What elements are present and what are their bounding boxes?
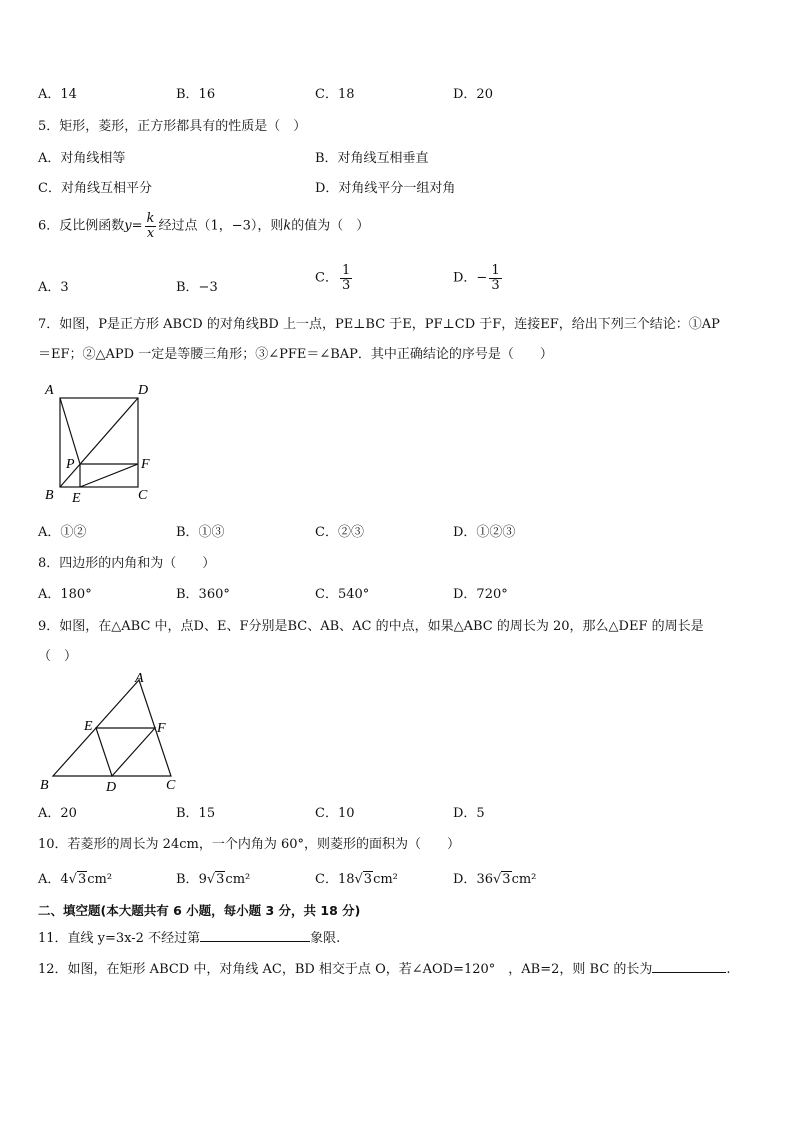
section-2-title: 二、填空题(本大题共有 6 小题，每小题 3 分，共 18 分)	[38, 903, 361, 918]
q9-option-a: A．20	[38, 806, 77, 821]
q10-stem: 10．若菱形的周长为 24cm，一个内角为 60°，则菱形的面积为（ ）	[38, 837, 460, 852]
q6-stem	[38, 212, 369, 240]
q6-prefix: 6．反比例函数	[38, 218, 125, 234]
label-d: D	[138, 383, 149, 398]
q7-square-figure	[40, 378, 160, 506]
q6-option-d-fraction	[489, 264, 501, 292]
q9-stem-line2: （ ）	[38, 649, 78, 664]
q10-option-b-coef: 9	[198, 872, 207, 887]
q10-option-d-label: D．	[453, 872, 477, 887]
label-b: B	[45, 488, 54, 503]
label-f: F	[141, 457, 150, 472]
label-a: A	[45, 383, 54, 398]
q10-option-a-radicand: 3	[77, 872, 87, 887]
q10-option-c-unit: cm²	[373, 872, 398, 887]
q7-stem-line1: 7．如图，P是正方形 ABCD 的对角线BD 上一点，PE⊥BC 于E，PF⊥CD 于F，连接EF，给出下列三个结论：①AP	[38, 317, 720, 332]
q10-option-a-label: A．	[38, 872, 61, 887]
q10-option-c-radicand: 3	[363, 872, 373, 887]
q6-option-c	[315, 264, 354, 292]
label-c: C	[138, 488, 148, 503]
q6-mid: 经过点（1，−3），则	[158, 218, 284, 234]
q6-suffix: 的值为（ ）	[291, 218, 370, 234]
q6-option-c-denominator: 3	[341, 277, 351, 293]
q11-before: 11．直线 y=3x-2 不经过第	[38, 931, 201, 946]
q8-option-a: A．180°	[38, 587, 92, 602]
label-e: E	[84, 719, 93, 734]
diagonal-bd	[60, 398, 138, 487]
q8-stem: 8．四边形的内角和为（ ）	[38, 556, 216, 571]
q6-k-var: k	[283, 218, 292, 234]
q7-stem-line2: ＝EF；②△APD 一定是等腰三角形；③∠PFE＝∠BAP．其中正确结论的序号是（ ）	[38, 347, 553, 362]
q10-option-c	[315, 868, 398, 887]
q6-option-c-numerator: 1	[341, 263, 351, 278]
q6-option-b: B．−3	[176, 280, 218, 295]
label-p: P	[66, 457, 75, 472]
q5-stem: 5．矩形，菱形，正方形都具有的性质是（ ）	[38, 119, 307, 134]
q4-option-a: A．14	[38, 87, 77, 102]
segment-ap	[60, 398, 80, 464]
sqrt-icon: √3	[492, 872, 511, 887]
q7-option-b: B．①③	[176, 525, 225, 540]
q6-option-d	[453, 264, 504, 292]
q6-y-var: y	[124, 218, 132, 234]
q5-option-d: D．对角线平分一组对角	[315, 181, 456, 196]
q6-equals: =	[131, 218, 143, 234]
q10-option-a-coef: 4	[60, 872, 69, 887]
q6-option-c-label: C．	[315, 270, 338, 286]
segment-ef	[80, 464, 138, 487]
q4-option-b: B．16	[176, 87, 216, 102]
q7-option-c: C．②③	[315, 525, 364, 540]
sqrt-icon: √3	[354, 872, 373, 887]
q11-answer-blank[interactable]	[200, 940, 310, 942]
q9-option-d: D．5	[453, 806, 485, 821]
q10-option-d	[453, 868, 536, 887]
q7-option-a: A．①②	[38, 525, 87, 540]
q4-option-d: D．20	[453, 87, 493, 102]
label-c: C	[166, 778, 176, 793]
q6-option-d-denominator: 3	[491, 277, 500, 293]
q9-option-b: B．15	[176, 806, 216, 821]
q11-stem	[38, 927, 340, 946]
q6-fraction	[145, 212, 157, 240]
q10-option-a-unit: cm²	[87, 872, 113, 887]
q6-fraction-numerator: k	[146, 211, 155, 226]
q10-option-c-label: C．	[315, 872, 338, 887]
q6-option-a: A．3	[38, 280, 69, 295]
q12-stem	[38, 958, 731, 977]
q7-option-d: D．①②③	[453, 525, 516, 540]
q12-before: 12．如图，在矩形 ABCD 中，对角线 AC，BD 相交于点 O，若∠AOD=120° ，AB=2，则 BC 的长为	[38, 962, 653, 977]
label-f: F	[157, 721, 166, 736]
q5-option-a: A．对角线相等	[38, 151, 126, 166]
q6-option-c-fraction	[340, 264, 352, 292]
label-e: E	[72, 491, 81, 506]
q10-option-b-radicand: 3	[216, 872, 225, 887]
q10-option-b	[176, 868, 250, 887]
q12-answer-blank[interactable]	[652, 971, 726, 973]
q8-option-b: B．360°	[176, 587, 230, 602]
q8-option-c: C．540°	[315, 587, 370, 602]
label-d: D	[106, 780, 117, 795]
q10-option-d-unit: cm²	[511, 872, 537, 887]
label-b: B	[40, 778, 49, 793]
q11-after: 象限.	[310, 931, 341, 946]
q6-fraction-denominator: x	[146, 225, 155, 241]
sqrt-icon: √3	[68, 872, 87, 887]
q10-option-d-radicand: 3	[502, 872, 511, 887]
q4-option-c: C．18	[315, 87, 355, 102]
q5-option-b: B．对角线互相垂直	[315, 151, 429, 166]
q10-option-a	[38, 868, 112, 887]
q9-figure-lines	[53, 680, 171, 776]
q10-option-d-coef: 36	[476, 872, 493, 887]
label-a: A	[135, 671, 144, 686]
q6-option-d-numerator: 1	[491, 263, 500, 278]
triangle-def	[96, 728, 155, 776]
q7-figure-lines	[60, 398, 138, 487]
q10-option-b-unit: cm²	[225, 872, 251, 887]
q6-option-d-label: D．−	[453, 270, 488, 286]
q8-option-d: D．720°	[453, 587, 508, 602]
q9-triangle-figure	[35, 670, 185, 795]
q10-option-b-label: B．	[176, 872, 199, 887]
q9-option-c: C．10	[315, 806, 355, 821]
q12-after: .	[726, 962, 731, 977]
q5-option-c: C．对角线互相平分	[38, 181, 152, 196]
q10-option-c-coef: 18	[337, 872, 355, 887]
sqrt-icon: √3	[206, 872, 225, 887]
q9-stem-line1: 9．如图，在△ABC 中，点D、E、F分别是BC、AB、AC 的中点，如果△ABC 的周长为 20，那么△DEF 的周长是	[38, 619, 704, 634]
